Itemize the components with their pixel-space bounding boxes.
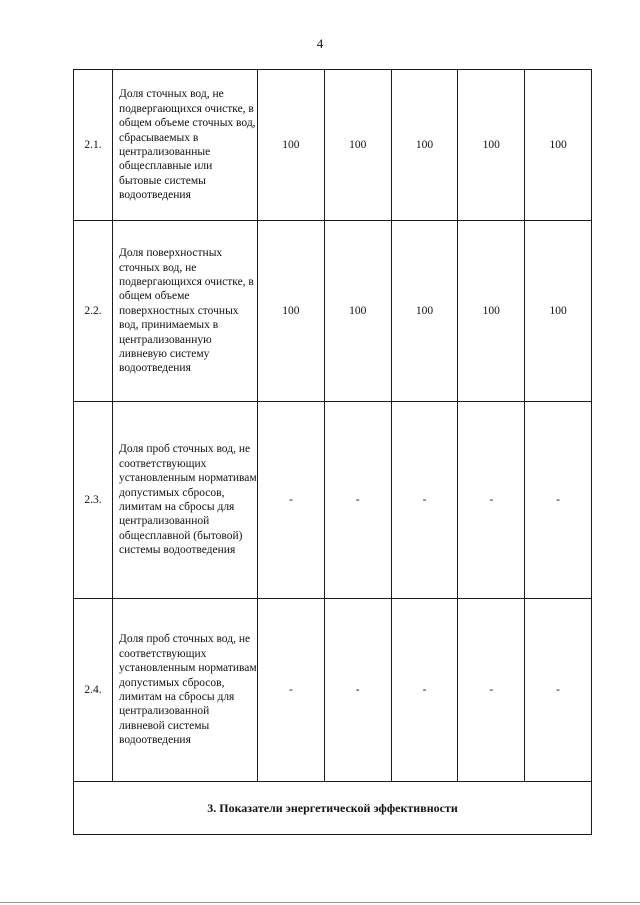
row-number: 2.1.	[74, 70, 113, 221]
row-number: 2.3.	[74, 402, 113, 599]
value-cell: 100	[458, 221, 525, 402]
value-cell: -	[525, 402, 592, 599]
value-cell: 100	[258, 221, 325, 402]
value-cell: 100	[391, 221, 458, 402]
value-cell: -	[458, 599, 525, 782]
value-cell: -	[324, 402, 391, 599]
value-cell: -	[525, 599, 592, 782]
value-cell: -	[258, 402, 325, 599]
value-cell: -	[391, 402, 458, 599]
row-description: Доля проб сточных вод, не соответствующих установленным нормативам допустимых сбросов, лимитам на сбросы для централизованной общесплавной (бытовой) системы водоотведения	[113, 402, 258, 599]
value-cell: 100	[324, 221, 391, 402]
row-description: Доля поверхностных сточных вод, не подвергающихся очистке, в общем объеме поверхностных сточных вод, принимаемых в централизованную ливневую систему водоотведения	[113, 221, 258, 402]
value-cell: 100	[525, 70, 592, 221]
section-row	[74, 782, 592, 835]
row-description: Доля проб сточных вод, не соответствующих установленным нормативам допустимых сбросов, лимитам на сбросы для централизованной ливневой системы водоотведения	[113, 599, 258, 782]
value-cell: -	[258, 599, 325, 782]
value-cell: -	[324, 599, 391, 782]
page-number: 4	[316, 36, 324, 51]
row-number: 2.4.	[74, 599, 113, 782]
value-cell: -	[391, 599, 458, 782]
value-cell: 100	[258, 70, 325, 221]
row-description: Доля сточных вод, не подвергающихся очистке, в общем объеме сточных вод, сбрасываемых в централизованные общесплавные или бытовые системы водоотведения	[113, 70, 258, 221]
indicators-table	[73, 69, 592, 835]
value-cell: -	[458, 402, 525, 599]
value-cell: 100	[458, 70, 525, 221]
section-heading: 3. Показатели энергетической эффективности	[74, 782, 592, 835]
table-row	[74, 221, 592, 402]
row-number: 2.2.	[74, 221, 113, 402]
table-row	[74, 599, 592, 782]
value-cell: 100	[525, 221, 592, 402]
page-edge-line	[0, 902, 640, 903]
value-cell: 100	[391, 70, 458, 221]
value-cell: 100	[324, 70, 391, 221]
table-row	[74, 402, 592, 599]
table-row	[74, 70, 592, 221]
